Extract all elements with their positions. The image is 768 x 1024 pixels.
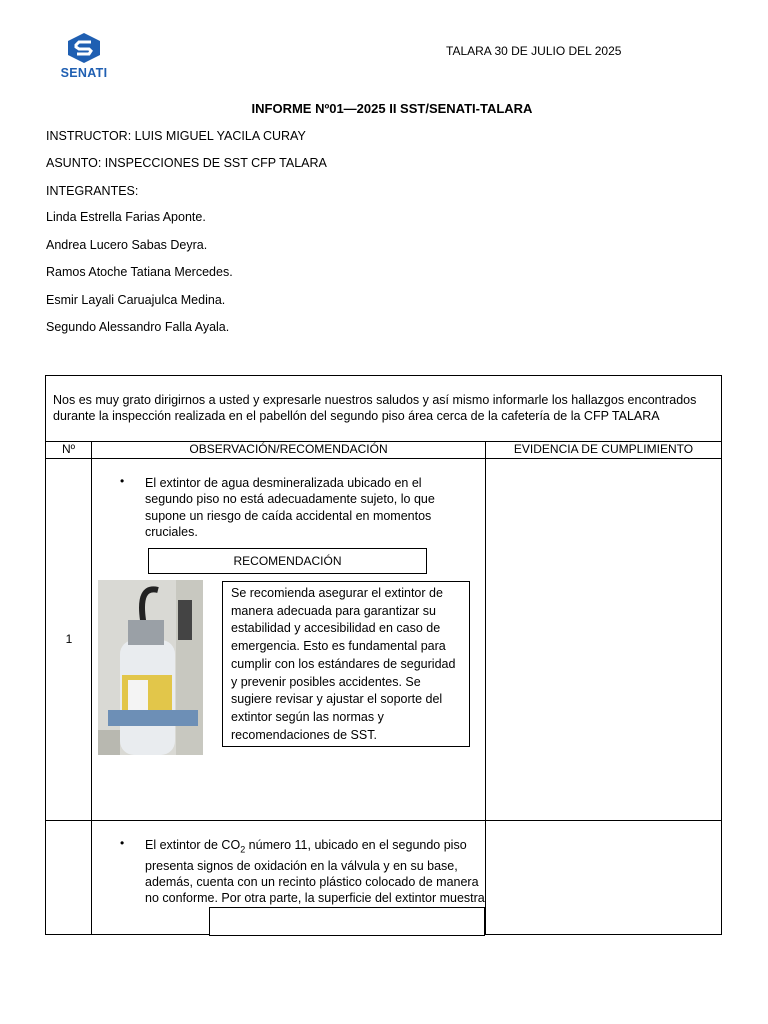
integrante-item: Esmir Layali Caruajulca Medina. — [46, 293, 226, 307]
report-date: TALARA 30 DE JULIO DEL 2025 — [446, 44, 622, 58]
bullet-icon: • — [120, 836, 125, 850]
header-observacion: OBSERVACIÓN/RECOMENDACIÓN — [189, 442, 388, 456]
observation-text-part: número 11, ubicado en el segundo piso presenta signos de oxidación en la válvula y en su base, además, cuenta con un recinto plástico colocado de manera no conforme. Por otra parte, la superficie del extintor muestra — [145, 838, 485, 906]
intro-paragraph: Nos es muy grato dirigirnos a usted y expresarle nuestros saludos y así mismo informarle los hallazgos encontrados durante la inspección realizada en el pabellón del segundo piso área cerca de la cafetería de la CFP TALARA — [53, 393, 697, 423]
observation-text-part: El extintor de CO — [145, 838, 241, 852]
integrante-item: Segundo Alessandro Falla Ayala. — [46, 320, 230, 334]
column-divider — [485, 441, 486, 935]
inspection-table — [45, 375, 722, 935]
integrante-item: Ramos Atoche Tatiana Mercedes. — [46, 265, 233, 279]
instructor-line: INSTRUCTOR: LUIS MIGUEL YACILA CURAY — [46, 129, 306, 143]
table-divider — [46, 458, 721, 459]
extinguisher-photo — [98, 580, 203, 755]
header-num: Nº — [61, 442, 76, 456]
extinguisher-image — [98, 580, 203, 755]
report-title: INFORME Nº01—2025 II SST/SENATI-TALARA — [251, 101, 533, 116]
co2-subscript: 2 — [240, 844, 246, 855]
recommendation-label-box: RECOMENDACIÓN — [148, 548, 427, 574]
row-number: 1 — [65, 632, 73, 646]
senati-logo-icon — [66, 32, 102, 64]
column-divider — [91, 441, 92, 935]
asunto-line: ASUNTO: INSPECCIONES DE SST CFP TALARA — [46, 156, 327, 170]
table-divider — [46, 820, 721, 821]
integrante-item: Andrea Lucero Sabas Deyra. — [46, 238, 208, 252]
integrantes-label: INTEGRANTES: — [46, 184, 139, 198]
observation-text: El extintor de agua desmineralizada ubicado en el segundo piso no está adecuadamente sujeto, lo que supone un riesgo de caída accidental en momentos cruciales. — [145, 476, 435, 539]
senati-logo — [54, 32, 114, 82]
logo-text: SENATI — [60, 66, 108, 80]
recommendation-text: Se recomienda asegurar el extintor de manera adecuada para garantizar su estabilidad y accesibilidad en caso de emergencia. Esto es fundamental para cumplir con los estándares de seguridad y prevenir posibles accidentes. Se sugiere revisar y ajustar el soporte del extintor según las normas y recomendaciones de SST. — [222, 581, 470, 747]
header-evidencia: EVIDENCIA DE CUMPLIMIENTO — [513, 442, 694, 456]
recommendation-label-box — [209, 907, 485, 936]
bullet-icon: • — [120, 474, 125, 488]
integrante-item: Linda Estrella Farias Aponte. — [46, 210, 206, 224]
